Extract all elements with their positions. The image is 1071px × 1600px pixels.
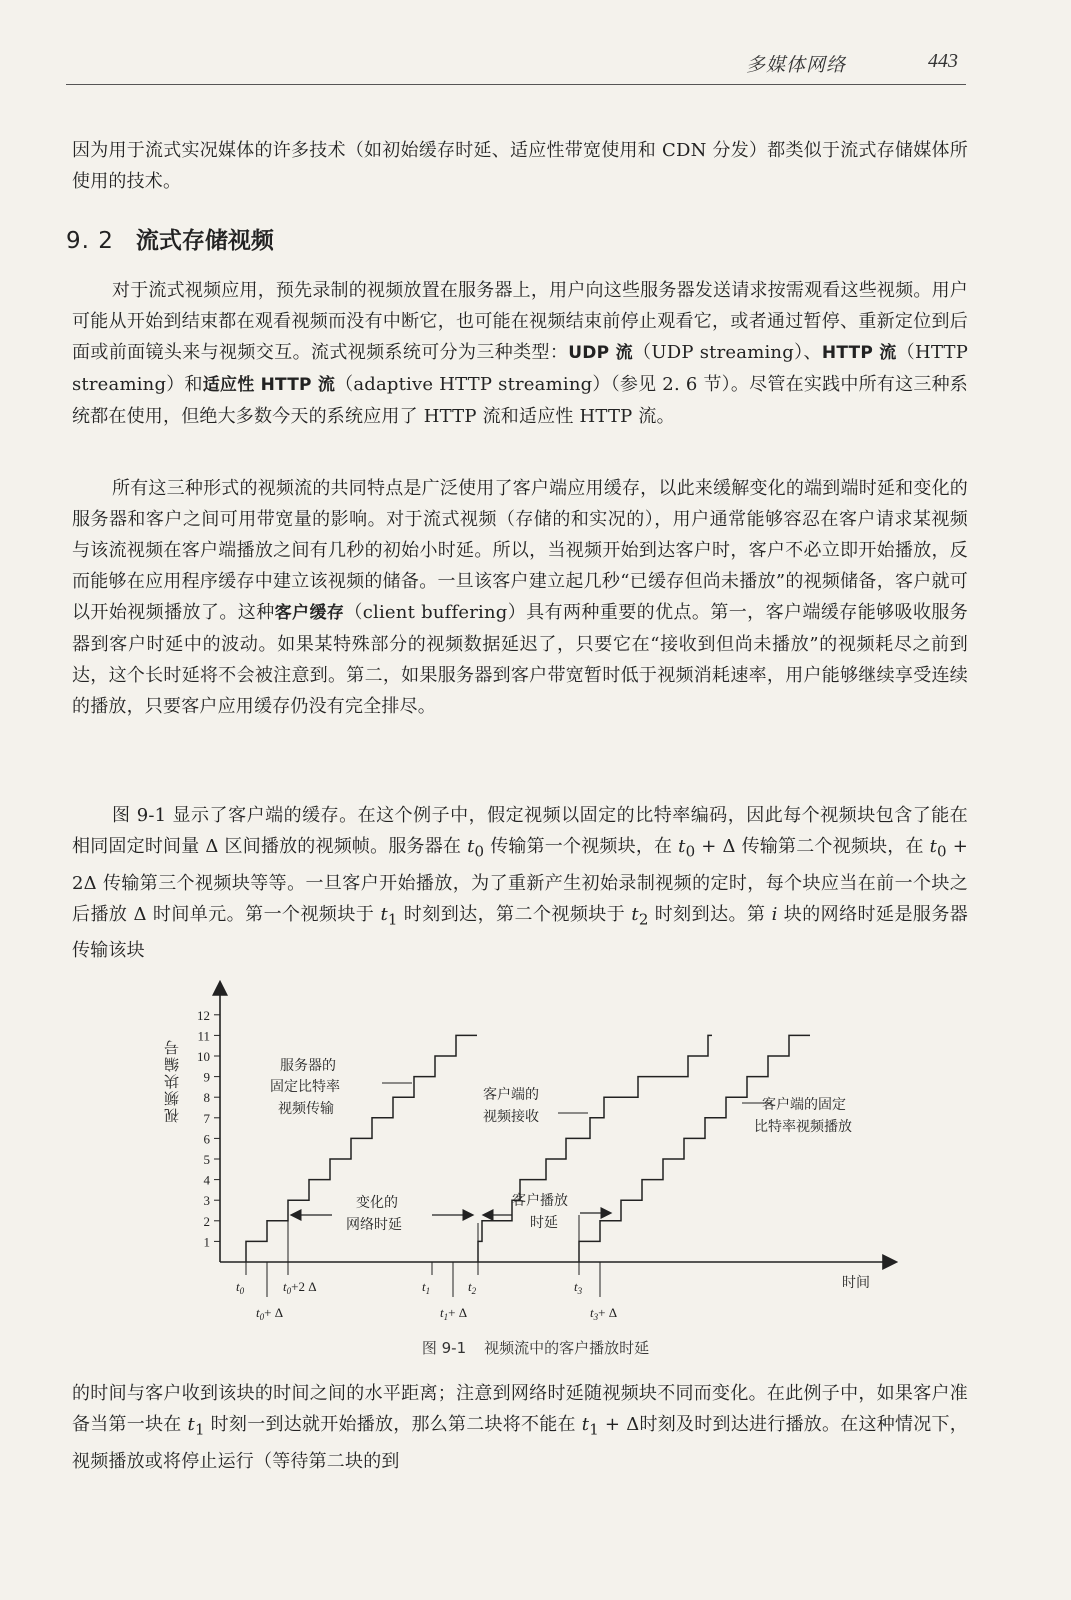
label-playout-delay-2: 时延 [530,1215,558,1231]
running-header [66,44,966,85]
y-axis-label: 视频块编号 [163,1038,181,1123]
label-recv-1: 客户端的 [483,1087,539,1103]
paragraph-streaming-types: 对于流式视频应用，预先录制的视频放置在服务器上，用户向这些服务器发送请求按需观看这些视频。用户可能从开始到结束都在观看视频而没有中断它，也可能在视频结束前停止观看它，或者通过暂停、重新定位到后面或前面镜头来与视频交互。流式视频系统可分为三种类型：UDP 流（UDP streaming）、HTTP 流（HTTP streaming）和适应性 HTTP 流（adaptive HTTP streaming）（参见 2. 6 节）。尽管在实践中所有这三种系统都在使用，但绝大多数今天的系统应用了 HTTP 流和适应性 HTTP 流。 [72,280,969,427]
label-server-3: 视频传输 [278,1101,334,1117]
y-tick-label: 6 [203,1131,210,1147]
label-play-1: 客户端的固定 [762,1097,846,1113]
y-tick-label: 5 [203,1152,210,1167]
xtick-t0-plus-delta: $t_0+ \Delta$ [256,1305,284,1322]
figure-9-1 [150,975,910,1355]
paragraph-client-buffering: 所有这三种形式的视频流的共同特点是广泛使用了客户端应用缓存，以此来缓解变化的端到端时延和变化的服务器和客户之间可用带宽量的影响。对于流式视频（存储的和实况的），用户通常能够容忍在客户请求某视频与该流视频在客户端播放之间有几秒的初始小时延。所以，当视频开始到达客户时，客户不必立即开始播放，反而能够在应用程序缓存中建立该视频的储备。一旦该客户建立起几秒“已缓存但尚未播放”的视频储备，客户就可以开始视频播放了。这种客户缓存（client buffering）具有两种重要的优点。第一，客户端缓存能够吸收服务器到客户时延中的波动。如果某特殊部分的视频数据延迟了，只要它在“接收到但尚未播放”的视频耗尽之前到达，这个长时延将不会被注意到。第二，如果服务器到客户带宽暂时低于视频消耗速率，用户能够继续享受连续的播放，只要客户应用缓存仍没有完全排尽。 [72,478,968,717]
paragraph-figure-intro: 图 9-1 显示了客户端的缓存。在这个例子中，假定视频以固定的比特率编码，因此每个视频块包含了能在相同固定时间量 Δ 区间播放的视频帧。服务器在 $t_0$ 传输第一个视频块，在 $t_0 + \Delta$ 传输第二个视频块，在 $t_0 + 2\Delta$ 传输第三个视频块等等。一旦客户开始播放，为了重新产生初始录制视频的定时，每个块应当在前一个块之后播放 Δ 时间单元。第一个视频块于 $t_1$ 时刻到达，第二个视频块于 $t_2$ 时刻到达。第 i 块的网络时延是服务器传输该块 [72,805,968,962]
y-tick-label: 3 [203,1193,210,1209]
term-http-streaming: HTTP 流 [821,343,897,363]
page-number: 443 [928,50,958,72]
label-server-1: 服务器的 [280,1058,336,1074]
label-playout-delay-1: 客户播放 [512,1193,568,1209]
y-tick-label: 10 [197,1049,210,1064]
term-client-buffering: 客户缓存 [274,603,345,623]
y-tick-label: 2 [203,1213,210,1229]
label-recv-2: 视频接收 [483,1109,539,1125]
figure-caption-text: 视频流中的客户播放时延 [484,1339,650,1357]
y-tick-label: 11 [197,1028,210,1044]
intro-paragraph: 因为用于流式实况媒体的许多技术（如初始缓存时延、适应性带宽使用和 CDN 分发）都类似于流式存储媒体所使用的技术。 [72,140,968,192]
xtick-t0-plus-2delta: $t_0+2$ Δ [283,1279,317,1296]
xtick-t1: $t_1$ [422,1279,431,1296]
playout-delay-diagram [150,975,910,1335]
label-network-delay-1: 变化的 [356,1195,398,1211]
paragraph-after-figure: 的时间与客户收到该块的时间之间的水平距离；注意到网络时延随视频块不同而变化。在此例子中，如果客户准备当第一块在 $t_1$ 时刻一到达就开始播放，那么第二块将不能在 $t_1 + \Delta$时刻及时到达进行播放。在这种情况下，视频播放或将停止运行（等待第二块的到 [72,1383,968,1472]
xtick-t3-plus-delta: $t_3+ \Delta$ [590,1305,618,1322]
term-udp-streaming: UDP 流 [568,343,633,363]
client-playout-staircase [579,1035,810,1262]
label-network-delay-2: 网络时延 [346,1217,402,1233]
y-tick-label: 4 [203,1172,210,1188]
figure-caption-number: 图 9-1 [421,1339,467,1357]
y-tick-label: 8 [203,1090,210,1106]
y-tick-label: 12 [197,1007,210,1023]
section-title: 流式存储视频 [135,228,274,254]
y-tick-label: 7 [203,1110,210,1126]
running-title: 多媒体网络 [745,54,846,76]
xtick-t0: $t_0$ [236,1279,245,1296]
figure-caption [0,1337,1071,1358]
section-heading [66,222,274,255]
x-axis-label: 时间 [842,1275,870,1291]
client-reception-staircase [478,1035,712,1262]
label-server-2: 固定比特率 [270,1079,340,1095]
label-play-2: 比特率视频播放 [754,1119,852,1135]
xtick-t1-plus-delta: $t_1+ \Delta$ [440,1305,468,1322]
section-number: 9. 2 [66,228,114,254]
y-ticks [197,1008,220,1250]
y-tick-label: 1 [203,1234,210,1250]
xtick-t2: $t_2$ [468,1279,477,1296]
xtick-t3: $t_3$ [574,1279,583,1296]
y-tick-label: 9 [203,1069,210,1085]
term-adaptive-http-streaming: 适应性 HTTP 流 [202,375,336,395]
